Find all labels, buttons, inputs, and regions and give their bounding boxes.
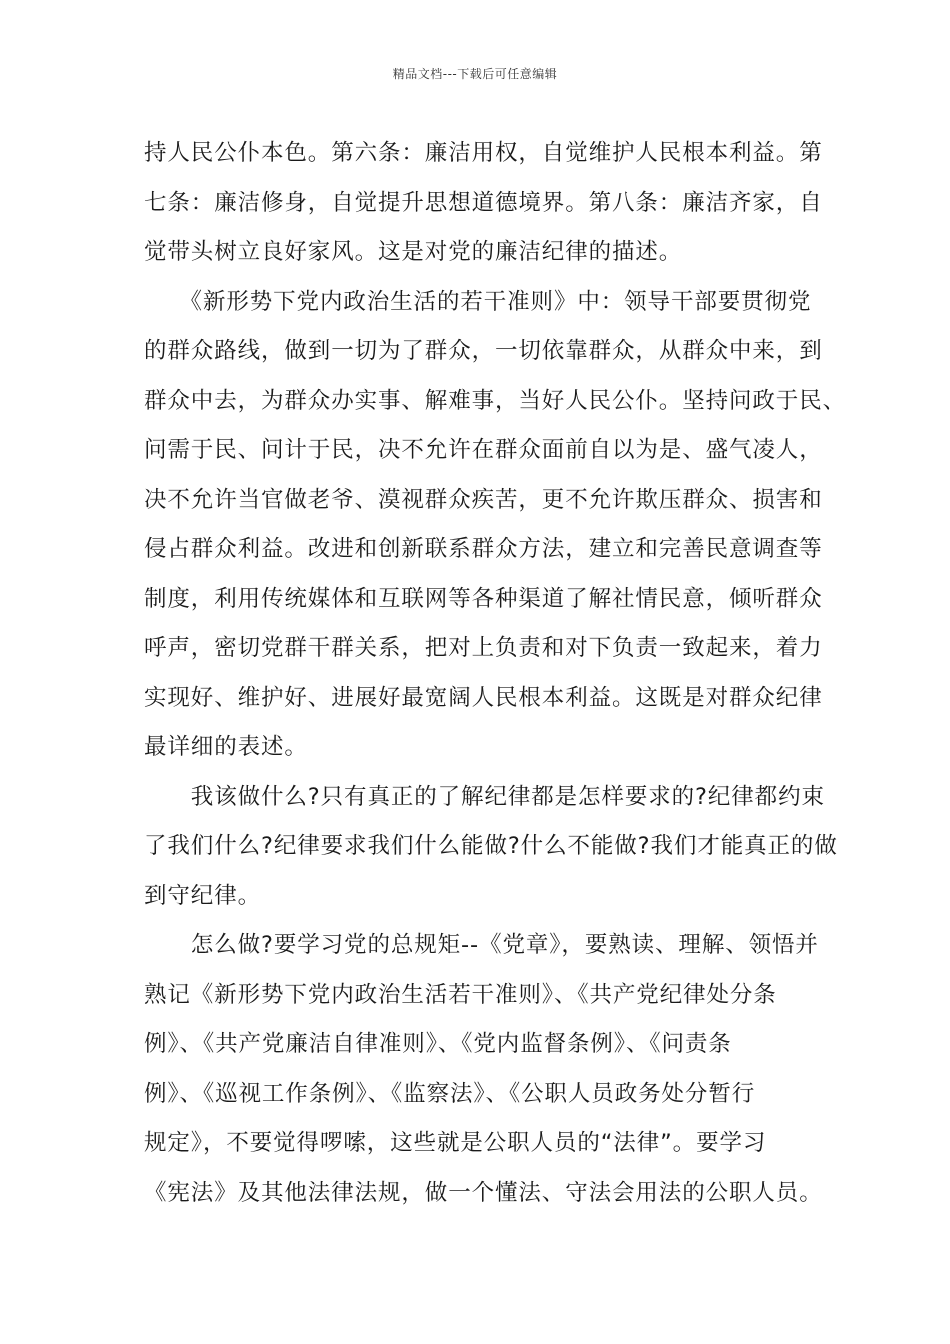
text-line: 群众中去，为群众办实事、解难事，当好人民公仆。坚持问政于民、 xyxy=(144,387,847,414)
text-line: 《宪法》及其他法律法规，做一个懂法、守法会用法的公职人员。 xyxy=(144,1179,823,1206)
text-line: 例》、《巡视工作条例》、《监察法》、《公职人员政务处分暂行 xyxy=(144,1080,756,1107)
text-line: 问需于民、问计于民，决不允许在群众面前自以为是、盛气凌人， xyxy=(144,437,823,463)
paragraph xyxy=(144,925,824,1222)
document-body xyxy=(144,133,847,1222)
text-line: 觉带头树立良好家风。这是对党的廉洁纪律的描述。 xyxy=(144,239,683,265)
text-line: 七条：廉洁修身，自觉提升思想道德境界。第八条：廉洁齐家，自 xyxy=(144,189,823,216)
text-line: 我该做什么?只有真正的了解纪律都是怎样要求的?纪律都约束 xyxy=(144,783,825,810)
text-line: 例》、《共产党廉洁自律准则》、《党内监督条例》、《问责条 xyxy=(144,1031,732,1057)
text-line: 规定》，不要觉得啰嗦，这些就是公职人员的“法律”。要学习 xyxy=(144,1130,767,1156)
text-line: 《新形势下党内政治生活的若干准则》中：领导干部要贯彻党 xyxy=(144,288,812,315)
text-line: 到守纪律。 xyxy=(144,882,262,909)
text-line: 侵占群众利益。改进和创新联系群众方法，建立和完善民意调查等 xyxy=(144,536,823,562)
text-line: 决不允许当官做老爷、漠视群众疾苦，更不允许欺压群众、损害和 xyxy=(144,486,823,513)
text-line: 持人民公仆本色。第六条：廉洁用权，自觉维护人民根本利益。第 xyxy=(144,140,823,166)
paragraph xyxy=(144,777,838,926)
text-line: 最详细的表述。 xyxy=(144,734,308,760)
text-line: 实现好、维护好、进展好最宽阔人民根本利益。这既是对群众纪律 xyxy=(144,684,823,711)
text-line: 熟记《新形势下党内政治生活若干准则》、《共产党纪律处分条 xyxy=(144,981,777,1008)
text-line: 怎么做?要学习党的总规矩--《党章》，要熟读、理解、领悟并 xyxy=(144,932,819,958)
text-line: 呼声，密切党群干群关系，把对上负责和对下负责一致起来，着力 xyxy=(144,635,823,661)
page-header: 精品文档---下载后可任意编辑 xyxy=(392,67,558,81)
text-line: 制度，利用传统媒体和互联网等各种渠道了解社情民意，倾听群众 xyxy=(144,585,823,612)
paragraph xyxy=(144,133,824,282)
text-line: 的群众路线，做到一切为了群众，一切依靠群众，从群众中来，到 xyxy=(144,338,823,364)
paragraph xyxy=(144,282,847,777)
text-line: 了我们什么?纪律要求我们什么能做?什么不能做?我们才能真正的做 xyxy=(144,833,838,859)
